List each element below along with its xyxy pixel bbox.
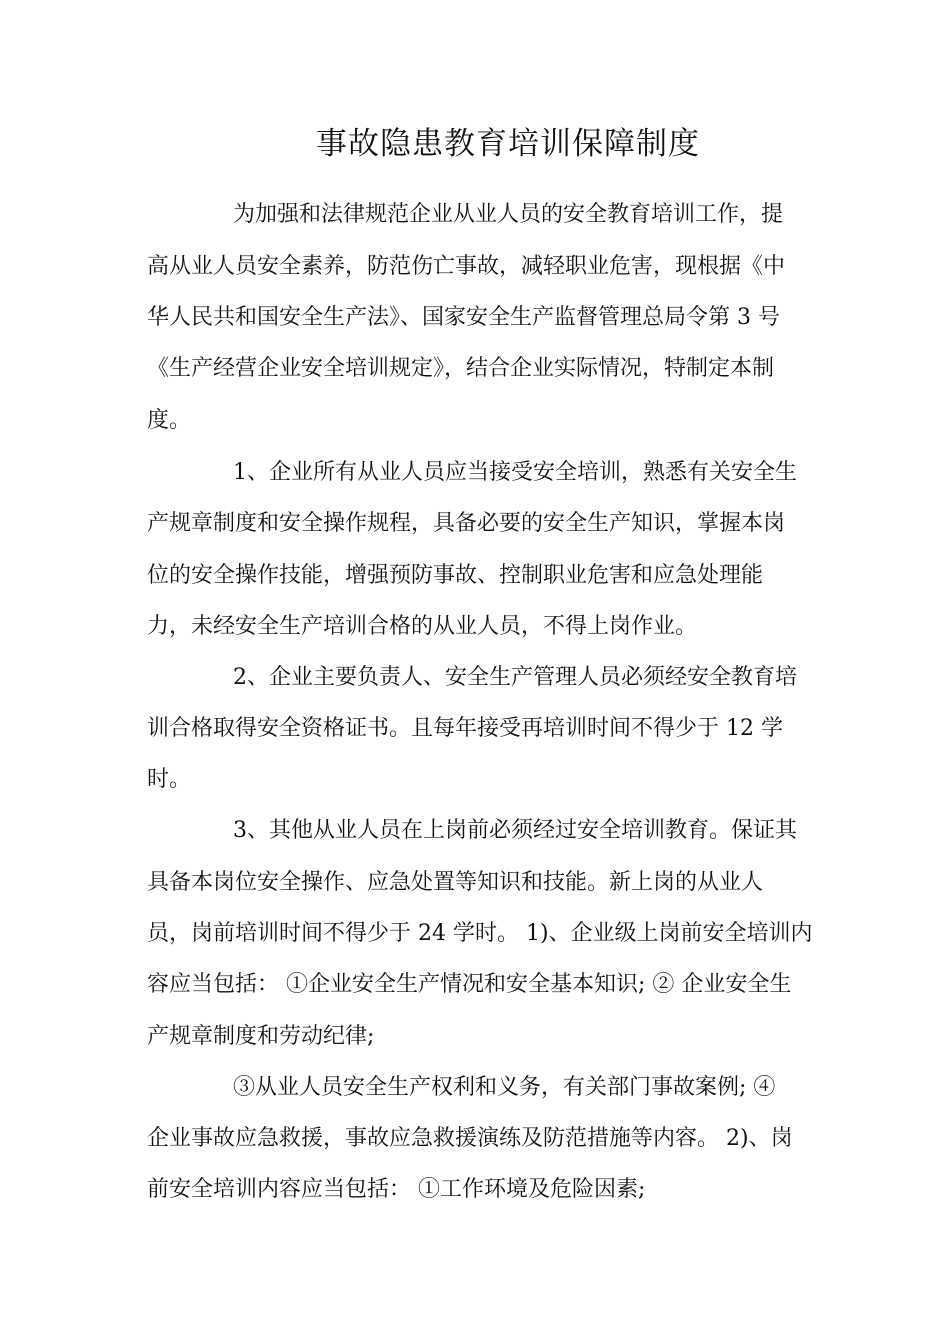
paragraph-line: 具备本岗位安全操作、应急处置等知识和技能。新上岗的从业人 (147, 870, 764, 895)
paragraph-line: 企业事故应急救援，事故应急救援演练及防范措施等内容。 2)、岗 (147, 1126, 793, 1151)
paragraph-line: 华人民共和国安全生产法》、国家安全生产监督管理总局令第 3 号 (147, 305, 780, 330)
paragraph-line: 2、企业主要负责人、安全生产管理人员必须经安全教育培 (233, 665, 797, 690)
paragraph-line: 位的安全操作技能，增强预防事故、控制职业危害和应急处理能 (147, 563, 764, 588)
paragraph-line: 训合格取得安全资格证书。且每年接受再培训时间不得少于 12 学 (147, 716, 783, 741)
paragraph-line: 度。 (147, 408, 192, 433)
paragraph-line: 前安全培训内容应当包括： ①工作环境及危险因素; (147, 1177, 646, 1202)
paragraph-line: 高从业人员安全素养，防范伤亡事故，减轻职业危害，现根据《中 (147, 254, 786, 279)
paragraph-line: 为加强和法律规范企业从业人员的安全教育培训工作，提 (233, 202, 784, 227)
paragraph-line: 1、企业所有从业人员应当接受安全培训，熟悉有关安全生 (233, 460, 797, 485)
paragraph-line: 产规章制度和劳动纪律; (147, 1024, 375, 1049)
paragraph-line: 力，未经安全生产培训合格的从业人员，不得上岗作业。 (147, 614, 698, 639)
paragraph-line: 《生产经营企业安全培训规定》，结合企业实际情况，特制定本制 (147, 356, 775, 381)
paragraph-line: ③从业人员安全生产权利和义务，有关部门事故案例; ④ (233, 1075, 776, 1100)
paragraph-line: 产规章制度和安全操作规程，具备必要的安全生产知识，掌握本岗 (147, 511, 786, 536)
paragraph-line: 时。 (147, 767, 192, 792)
paragraph-line: 员，岗前培训时间不得少于 24 学时。 1)、企业级上岗前安全培训内 (147, 921, 813, 946)
paragraph-line: 容应当包括： ①企业安全生产情况和安全基本知识; ② 企业安全生 (147, 972, 792, 997)
paragraph-line: 3、其他从业人员在上岗前必须经过安全培训教育。保证其 (233, 818, 797, 843)
document-title: 事故隐患教育培训保障制度 (316, 126, 700, 162)
